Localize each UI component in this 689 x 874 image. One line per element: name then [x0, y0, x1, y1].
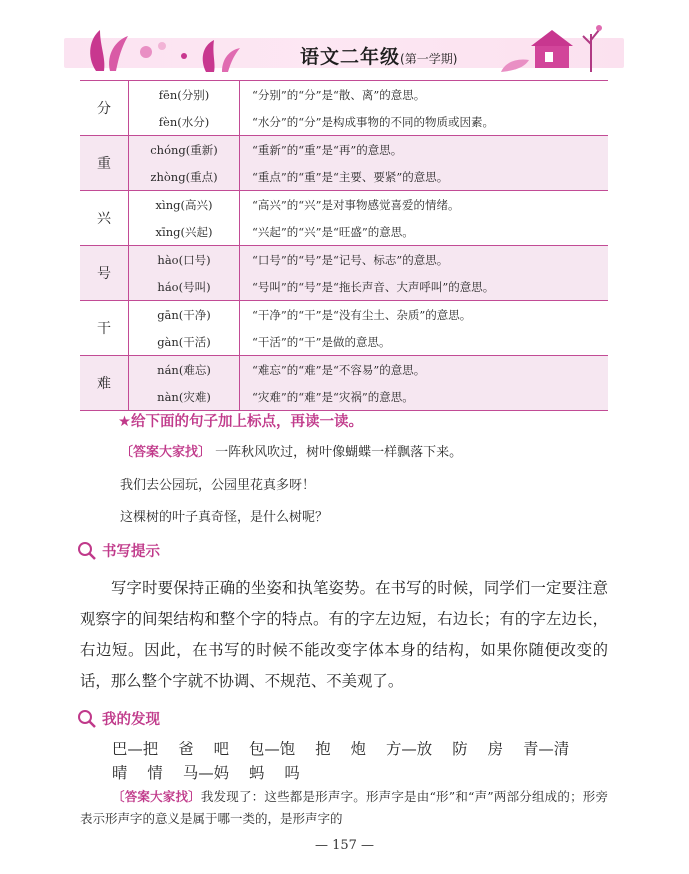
word-item: 包—饱: [249, 740, 296, 758]
table-row: [129, 301, 608, 328]
answer-sentence-3: 这棵树的叶子真奇怪，是什么树呢？: [120, 510, 329, 525]
table-group: [80, 191, 608, 246]
magnifier-icon: [76, 709, 98, 729]
table-row: [129, 81, 608, 108]
table-pronunciation: nàn(灾难): [129, 383, 240, 410]
table-explanation: “分别”的“分”是“散、离”的意思。: [252, 87, 426, 102]
table-explanation: “难忘”的“难”是“不容易”的意思。: [252, 362, 426, 377]
character-word-list: [80, 737, 608, 785]
table-group: [80, 356, 608, 410]
word-item: 蚂: [249, 764, 265, 782]
writing-tips-title: 书写提示: [102, 544, 160, 560]
word-item: 晴: [112, 764, 128, 782]
header-title-text: 语文二年级: [300, 46, 401, 68]
table-group: [80, 246, 608, 301]
answer-sentence-2: 我们去公园玩，公园里花真多呀！: [120, 478, 316, 493]
table-row: [129, 163, 608, 190]
header-house-illustration: [495, 14, 615, 76]
header-flowers-illustration: [76, 16, 256, 76]
table-explanation: “干净”的“干”是“没有尘土、杂质”的意思。: [252, 307, 472, 322]
page-header: [0, 0, 689, 80]
discovery-title: 我的发现: [102, 712, 160, 728]
table-explanation: “灾难”的“难”是“灾祸”的意思。: [252, 389, 414, 404]
table-char: 干: [80, 301, 129, 355]
table-explanation: “高兴”的“兴”是对事物感觉喜爱的情绪。: [252, 197, 460, 212]
word-item: 方—放: [386, 740, 433, 758]
word-item: 抱: [315, 740, 331, 758]
table-pronunciation: zhòng(重点): [129, 163, 240, 190]
word-item: 爸: [178, 740, 194, 758]
discovery-answer: [80, 786, 608, 830]
answer-label: 〔答案大家找〕: [112, 789, 201, 804]
table-pronunciation: fèn(水分): [129, 108, 240, 135]
table-explanation: “重点”的“重”是“主要、要紧”的意思。: [252, 169, 449, 184]
table-pronunciation: nán(难忘): [129, 356, 240, 383]
table-explanation: “兴起”的“兴”是“旺盛”的意思。: [252, 224, 414, 239]
discovery-answer-text: 我发现了：这些都是形声字。形声字是由“形”和“声”两部分组成的；形旁表示形声字的意义是属于哪一类的，是形声字的: [80, 789, 608, 826]
word-item: 炮: [350, 740, 366, 758]
polyphone-table: [80, 80, 608, 411]
header-subtitle: (第一学期): [400, 52, 458, 66]
header-title: [300, 42, 457, 69]
word-item: 青—清: [523, 740, 570, 758]
table-explanation: “口号”的“号”是“记号、标志”的意思。: [252, 252, 449, 267]
table-row: [129, 191, 608, 218]
table-row: [129, 356, 608, 383]
table-row: [129, 108, 608, 135]
table-explanation: “号叫”的“号”是“拖长声音、大声呼叫”的意思。: [252, 279, 495, 294]
table-pronunciation: gàn(干活): [129, 328, 240, 355]
table-char: 兴: [80, 191, 129, 245]
answer-sentence-1: 一阵秋风吹过，树叶像蝴蝶一样飘落下来。: [215, 445, 463, 460]
table-row: [129, 273, 608, 300]
page-number: — 157 —: [314, 838, 375, 853]
table-explanation: “重新”的“重”是“再”的意思。: [252, 142, 403, 157]
exercise-answer: [120, 441, 462, 460]
answer-label: 〔答案大家找〕: [120, 445, 212, 460]
table-pronunciation: gān(干净): [129, 301, 240, 328]
word-item: 防: [452, 740, 468, 758]
word-item: 巴—把: [112, 740, 159, 758]
table-group: [80, 301, 608, 356]
writing-tips-heading: [76, 540, 160, 561]
table-char: 难: [80, 356, 129, 410]
table-row: [129, 246, 608, 273]
table-pronunciation: xìng(高兴): [129, 191, 240, 218]
table-char: 号: [80, 246, 129, 300]
table-pronunciation: fēn(分别): [129, 81, 240, 108]
table-row: [129, 218, 608, 245]
word-item: 马—妈: [182, 764, 229, 782]
word-item: 情: [147, 764, 163, 782]
exercise-title: ★给下面的句子加上标点，再读一读。: [118, 414, 363, 430]
table-pronunciation: háo(号叫): [129, 273, 240, 300]
table-pronunciation: xīng(兴起): [129, 218, 240, 245]
word-item: 吗: [284, 764, 300, 782]
table-explanation: “水分”的“分”是构成事物的不同的物质或因素。: [252, 114, 495, 129]
table-row: [129, 136, 608, 163]
writing-tips-paragraph: 写字时要保持正确的坐姿和执笔姿势。在书写的时候，同学们一定要注意观察字的间架结构和整个字的特点。有的字左边短，右边长；有的字左边长，右边短。因此，在书写的时候不能改变字体本身的结构，如果你随便改变的话，那么整个字就不协调、不规范、不美观了。: [80, 579, 608, 690]
table-char: 重: [80, 136, 129, 190]
word-item: 吧: [213, 740, 229, 758]
table-explanation: “干活”的“干”是做的意思。: [252, 334, 391, 349]
discovery-heading: [76, 708, 160, 729]
table-pronunciation: chóng(重新): [129, 136, 240, 163]
table-group: [80, 136, 608, 191]
table-char: 分: [80, 81, 129, 135]
table-group: [80, 81, 608, 136]
table-pronunciation: hào(口号): [129, 246, 240, 273]
magnifier-icon: [76, 541, 98, 561]
table-row: [129, 328, 608, 355]
word-item: 房: [487, 740, 503, 758]
table-row: [129, 383, 608, 410]
